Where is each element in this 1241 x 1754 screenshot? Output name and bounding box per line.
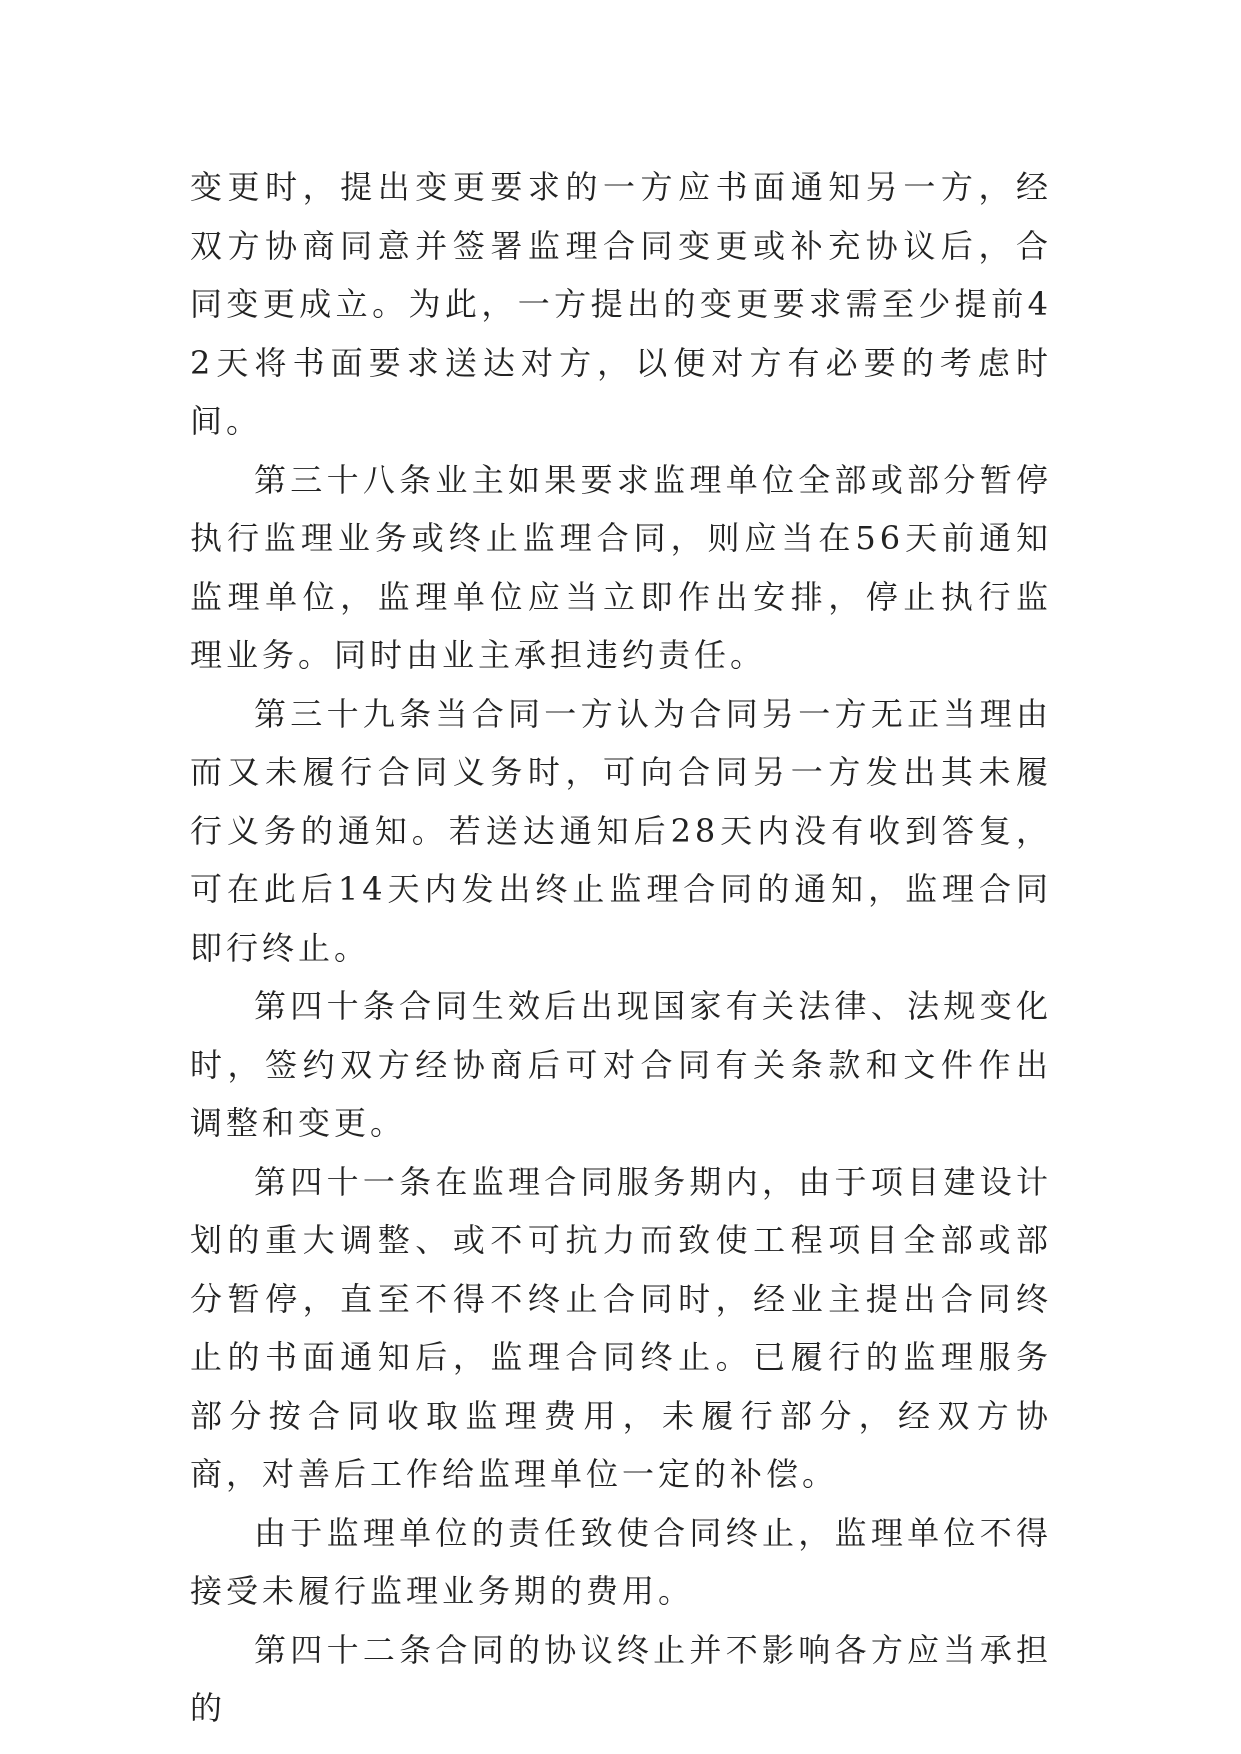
paragraph-article-40: 第四十条合同生效后出现国家有关法律、法规变化时，签约双方经协商后可对合同有关条款和文件作出调整和变更。 [190, 987, 1052, 1142]
paragraph-supervisor-liability: 由于监理单位的责任致使合同终止，监理单位不得接受未履行监理业务期的费用。 [190, 1513, 1052, 1610]
document-body [190, 158, 1052, 1738]
paragraph-article-38: 第三十八条业主如果要求监理单位全部或部分暂停执行监理业务或终止监理合同，则应当在56天前通知监理单位，监理单位应当立即作出安排，停止执行监理业务。同时由业主承担违约责任。 [190, 460, 1052, 674]
paragraph-article-41: 第四十一条在监理合同服务期内，由于项目建设计划的重大调整、或不可抗力而致使工程项目全部或部分暂停，直至不得不终止合同时，经业主提出合同终止的书面通知后，监理合同终止。已履行的监理服务部分按合同收取监理费用，未履行部分，经双方协商，对善后工作给监理单位一定的补偿。 [190, 1162, 1052, 1493]
paragraph-change-notice: 变更时，提出变更要求的一方应书面通知另一方，经双方协商同意并签署监理合同变更或补充协议后，合同变更成立。为此，一方提出的变更要求需至少提前42天将书面要求送达对方，以便对方有必要的考虑时间。 [190, 168, 1052, 440]
paragraph-article-42: 第四十二条合同的协议终止并不影响各方应当承担的 [190, 1630, 1052, 1727]
paragraph-article-39: 第三十九条当合同一方认为合同另一方无正当理由而又未履行合同义务时，可向合同另一方发出其未履行义务的通知。若送达通知后28天内没有收到答复，可在此后14天内发出终止监理合同的通知，监理合同即行终止。 [190, 694, 1052, 967]
